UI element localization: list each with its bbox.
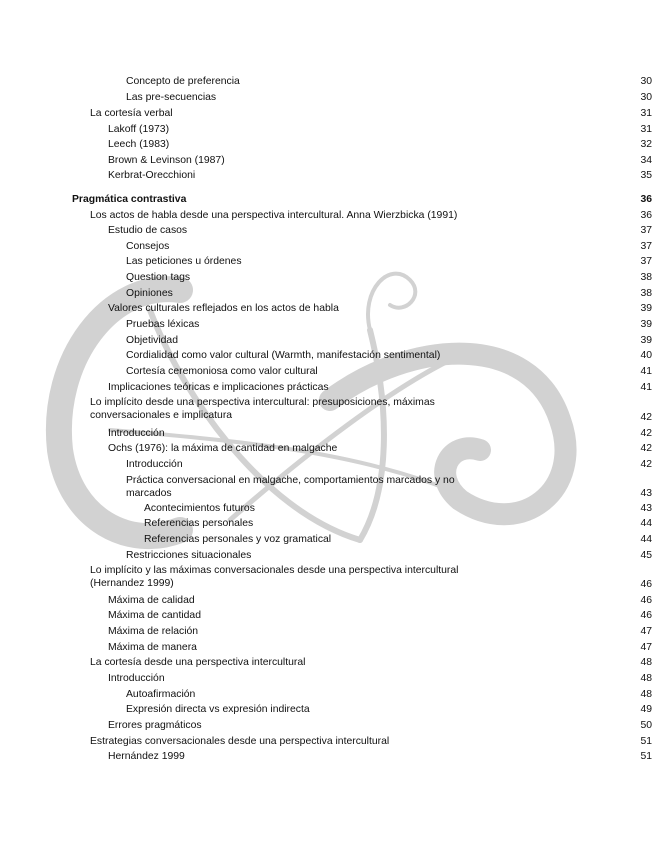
toc-entry-page: 47 xyxy=(640,642,652,653)
toc-entry-title: Cortesía ceremoniosa como valor cultural xyxy=(126,366,318,377)
toc-entry[interactable] xyxy=(126,365,652,378)
toc-entry-title: Máxima de manera xyxy=(108,642,197,653)
toc-entry-title: La cortesía desde una perspectiva intercultural xyxy=(90,657,306,668)
toc-entry[interactable] xyxy=(90,564,652,590)
toc-entry-title: Referencias personales y voz gramatical xyxy=(144,534,332,545)
toc-entry[interactable] xyxy=(126,287,652,300)
toc-entry-page: 45 xyxy=(640,550,652,561)
toc-entry-page: 35 xyxy=(640,170,652,181)
toc-entry[interactable] xyxy=(126,271,652,284)
toc-entry-page: 46 xyxy=(640,579,652,590)
toc-entry-title: Máxima de cantidad xyxy=(108,610,201,621)
toc-entry[interactable] xyxy=(108,594,652,607)
toc-entry-title: Kerbrat-Orecchioni xyxy=(108,170,196,181)
toc-entry-page: 42 xyxy=(640,443,652,454)
toc-entry-title: Introducción xyxy=(108,673,165,684)
toc-entry-page: 51 xyxy=(640,751,652,762)
toc-entry-title: Introducción xyxy=(126,459,183,470)
toc-entry[interactable] xyxy=(108,169,652,182)
toc-entry-page: 44 xyxy=(640,534,652,545)
toc-entry-title: Lakoff (1973) xyxy=(108,124,170,135)
toc-entry[interactable] xyxy=(126,91,652,104)
toc-entry-title: Ochs (1976): la máxima de cantidad en malgache xyxy=(108,443,338,454)
toc-entry-page: 38 xyxy=(640,288,652,299)
toc-entry-title: Los actos de habla desde una perspectiva intercultural. Anna Wierzbicka (1991) xyxy=(90,210,458,221)
toc-entry-title: Estudio de casos xyxy=(108,225,188,236)
toc-entry[interactable] xyxy=(108,672,652,685)
toc-entry[interactable] xyxy=(126,474,652,500)
toc-entry-title: Autoafirmación xyxy=(126,689,196,700)
toc-entry-page: 40 xyxy=(640,350,652,361)
toc-entry[interactable] xyxy=(108,381,652,394)
toc-entry-title: Las pre-secuencias xyxy=(126,92,217,103)
toc-entry-page: 36 xyxy=(640,210,652,221)
toc-entry[interactable] xyxy=(126,255,652,268)
toc-entry-title: Pragmática contrastiva xyxy=(72,194,187,205)
toc-entry-title: Estrategias conversacionales desde una perspectiva intercultural xyxy=(90,736,390,747)
toc-entry-title: Brown & Levinson (1987) xyxy=(108,155,225,166)
toc-entry[interactable] xyxy=(108,609,652,622)
toc-entry[interactable] xyxy=(90,107,652,120)
toc-entry-title: Valores culturales reflejados en los actos de habla xyxy=(108,303,339,314)
toc-entry-page: 41 xyxy=(640,366,652,377)
toc-entry[interactable] xyxy=(108,302,652,315)
toc-entry[interactable] xyxy=(126,549,652,562)
toc-entry[interactable] xyxy=(90,396,652,423)
toc-entry-page: 30 xyxy=(640,76,652,87)
toc-entry-title: Práctica conversacional en malgache, comportamientos marcados y no marcados xyxy=(126,475,455,499)
toc-entry[interactable] xyxy=(108,224,652,237)
toc-entry[interactable] xyxy=(108,427,652,440)
toc-entry[interactable] xyxy=(108,442,652,455)
toc-entry-page: 37 xyxy=(640,241,652,252)
toc-entry[interactable] xyxy=(90,209,652,222)
toc-entry-title: Acontecimientos futuros xyxy=(144,503,255,514)
toc-entry-page: 48 xyxy=(640,689,652,700)
toc-entry-page: 42 xyxy=(640,412,652,423)
toc-entry-page: 43 xyxy=(640,488,652,499)
toc-entry-page: 47 xyxy=(640,626,652,637)
toc-entry[interactable] xyxy=(126,318,652,331)
toc-entry-title: Lo implícito desde una perspectiva intercultural: presuposiciones, máximas conversacionales e implicatura xyxy=(90,397,435,421)
toc-entry-page: 32 xyxy=(640,139,652,150)
toc-entry[interactable] xyxy=(126,334,652,347)
toc-entry[interactable] xyxy=(144,502,652,515)
toc-entry[interactable] xyxy=(126,458,652,471)
toc-entry-title: Question tags xyxy=(126,272,191,283)
toc-entry-title: Restricciones situacionales xyxy=(126,550,252,561)
toc-entry[interactable] xyxy=(108,750,652,763)
toc-entry-page: 36 xyxy=(640,194,652,205)
toc-entry-page: 50 xyxy=(640,720,652,731)
toc-entry-page: 37 xyxy=(640,256,652,267)
toc-entry-page: 38 xyxy=(640,272,652,283)
toc-entry-title: Referencias personales xyxy=(144,518,254,529)
toc-entry-page: 34 xyxy=(640,155,652,166)
toc-entry-page: 30 xyxy=(640,92,652,103)
toc-entry[interactable] xyxy=(108,138,652,151)
toc-entry-title: Opiniones xyxy=(126,288,173,299)
toc-entry[interactable] xyxy=(108,154,652,167)
toc-entry-page: 51 xyxy=(640,736,652,747)
toc-entry-page: 37 xyxy=(640,225,652,236)
toc-entry-page: 44 xyxy=(640,518,652,529)
toc-entry[interactable] xyxy=(90,656,652,669)
toc-entry-title: Objetividad xyxy=(126,335,178,346)
toc-entry-page: 39 xyxy=(640,319,652,330)
toc-entry-page: 49 xyxy=(640,704,652,715)
toc-entry[interactable] xyxy=(108,625,652,638)
toc-entry[interactable] xyxy=(126,688,652,701)
toc-entry-title: Cordialidad como valor cultural (Warmth, manifestación sentimental) xyxy=(126,350,441,361)
toc-entry-page: 39 xyxy=(640,335,652,346)
toc-entry-page: 39 xyxy=(640,303,652,314)
toc-entry-title: Las peticiones u órdenes xyxy=(126,256,242,267)
toc-entry-title: Lo implícito y las máximas conversacionales desde una perspectiva intercultural (Hernandez 1999) xyxy=(90,565,459,589)
toc-entry-page: 41 xyxy=(640,382,652,393)
toc-entry[interactable] xyxy=(144,533,652,546)
toc-entry[interactable] xyxy=(126,349,652,362)
toc-entry[interactable] xyxy=(126,703,652,716)
toc-entry-title: Máxima de relación xyxy=(108,626,199,637)
toc-entry-title: Introducción xyxy=(108,428,165,439)
toc-entry-title: Máxima de calidad xyxy=(108,595,195,606)
toc-entry-title: Errores pragmáticos xyxy=(108,720,202,731)
toc-entry-page: 48 xyxy=(640,657,652,668)
toc-entry[interactable] xyxy=(126,75,652,88)
toc-entry-page: 42 xyxy=(640,459,652,470)
toc-entry[interactable] xyxy=(144,517,652,530)
toc-entry-title: Concepto de preferencia xyxy=(126,76,240,87)
toc-entry-title: Consejos xyxy=(126,241,170,252)
toc-entry-title: La cortesía verbal xyxy=(90,108,173,119)
toc-entry-title: Pruebas léxicas xyxy=(126,319,200,330)
toc-entry-page: 48 xyxy=(640,673,652,684)
toc-entry-page: 46 xyxy=(640,595,652,606)
toc-entry-title: Expresión directa vs expresión indirecta xyxy=(126,704,310,715)
toc-entry[interactable] xyxy=(108,123,652,136)
toc-entry-page: 31 xyxy=(640,108,652,119)
toc-entry-page: 31 xyxy=(640,124,652,135)
toc-entry-title: Hernández 1999 xyxy=(108,751,185,762)
toc-entry-title: Implicaciones teóricas e implicaciones prácticas xyxy=(108,382,329,393)
toc-entry-page: 43 xyxy=(640,503,652,514)
toc-entry[interactable] xyxy=(90,735,652,748)
toc-entry-title: Leech (1983) xyxy=(108,139,170,150)
toc-entry[interactable] xyxy=(108,719,652,732)
toc-entry-page: 46 xyxy=(640,610,652,621)
toc-entry[interactable] xyxy=(126,240,652,253)
toc-section-heading[interactable] xyxy=(72,193,652,206)
toc-entry[interactable] xyxy=(108,641,652,654)
toc-entry-page: 42 xyxy=(640,428,652,439)
